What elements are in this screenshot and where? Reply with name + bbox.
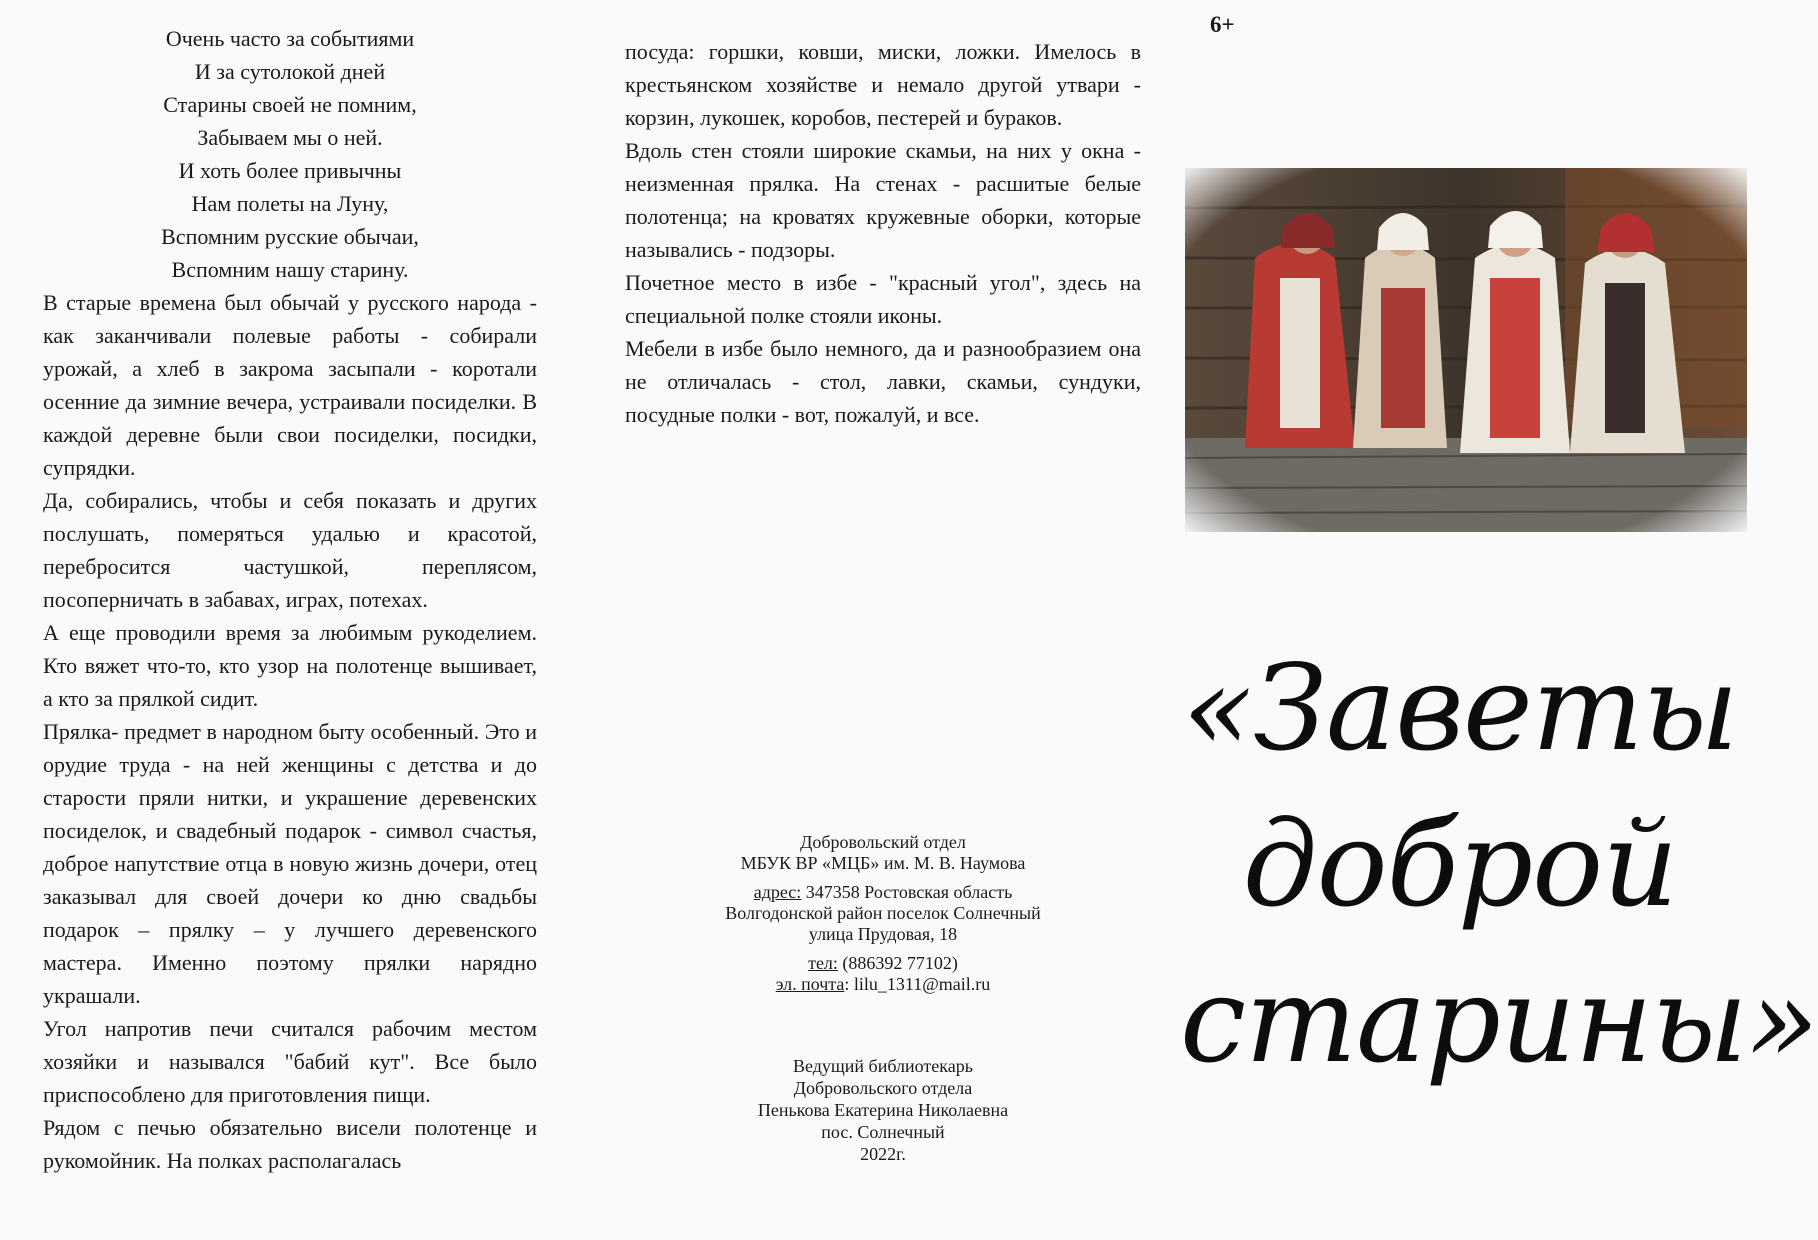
paragraph: А еще проводили время за любимым рукоделием. Кто вяжет что-то, кто узор на полотенце вышивает, а кто за прялкой сидит. (43, 620, 537, 711)
paragraph: Угол напротив печи считался рабочим местом хозяйки и назывался "бабий кут". Все было приспособлено для приготовления пищи. (43, 1016, 537, 1107)
phone-value: (886392 77102) (837, 953, 958, 973)
title-line: старины» (1180, 951, 1818, 1089)
paragraph: посуда: горшки, ковши, миски, ложки. Имелось в крестьянском хозяйстве и немало другой утвари - корзин, лукошек, коробов, пестерей и бураков. (625, 39, 1141, 130)
credit-line: Пенькова Екатерина Николаевна (757, 1100, 1009, 1120)
title-line: «Заветы (1182, 639, 1738, 777)
address-line: улица Прудовая, 18 (808, 924, 958, 944)
credit-line: пос. Солнечный (821, 1122, 945, 1142)
photo-illustration (1185, 168, 1747, 532)
contact-lines (625, 953, 1141, 995)
poem-line: И хоть более привычны (178, 158, 402, 183)
poem-line: Очень часто за событиями (165, 26, 415, 51)
address-value: 347358 Ростовская область (801, 882, 1013, 902)
paragraph: Рядом с печью обязательно висели полотенце и рукомойник. На полках располагалась (43, 1115, 537, 1173)
left-column (43, 22, 537, 1177)
poem-line: Вспомним нашу старину. (171, 257, 409, 282)
email-label: эл. почта (775, 974, 845, 994)
poem-line: Забываем мы о ней. (197, 125, 383, 150)
phone-label: тел: (808, 953, 838, 973)
address-label: адрес: (753, 882, 802, 902)
poem-line: Вспомним русские обычаи, (161, 224, 419, 249)
address (625, 882, 1141, 945)
email-value[interactable]: : lilu_1311@mail.ru (844, 974, 991, 994)
paragraph: Вдоль стен стояли широкие скамьи, на них у окна - неизменная прялка. На стенах - расшитые белые полотенца; на кроватях кружевные оборки, которые назывались - подзоры. (625, 138, 1141, 262)
age-rating-badge: 6+ (1210, 12, 1235, 37)
organization (625, 832, 1141, 874)
paragraph: Прялка- предмет в народном быту особенный. Это и орудие труда - на ней женщины с детства и до старости пряли нитки, и украшение деревенских посиделок, и свадебный подарок - символ счастья, доброе напутствие отца в новую жизнь дочери, отец заказывал для своей дочери ко дню свадьбы подарок – прялку – у лучшего деревенского мастера. Именно поэтому прялки нарядно украшали. (43, 719, 537, 1008)
middle-column (625, 35, 1141, 431)
left-prose (43, 286, 537, 1177)
credit-line: 2022г. (860, 1144, 906, 1164)
paragraph: Мебели в избе было немного, да и разнообразием она не отличалась - стол, лавки, скамьи, сундуки, посудные полки - вот, пожалуй, и все. (625, 336, 1141, 427)
credit-line: Ведущий библиотекарь (793, 1056, 973, 1076)
folk-costume-photo (1185, 168, 1747, 532)
poem (43, 22, 537, 286)
paragraph: Да, собирались, чтобы и себя показать и других послушать, померяться удалью и красотой, перебросится частушкой, переплясом, посоперничать в забавах, играх, потехах. (43, 488, 537, 612)
address-line: Волгодонской район поселок Солнечный (725, 903, 1041, 923)
poem-line: Нам полеты на Луну, (191, 191, 389, 216)
credits-block (625, 1055, 1141, 1165)
credit-line: Добровольского отдела (793, 1078, 973, 1098)
title-line: доброй (1242, 795, 1678, 933)
paragraph: В старые времена был обычай у русского народа - как заканчивали полевые работы - собирали урожай, а хлеб в закрома засыпали - коротали осенние да зимние вечера, устраивали посиделки. В каждой деревне были свои посиделки, посидки, супрядки. (43, 290, 537, 480)
paragraph: Почетное место в избе - "красный угол", здесь на специальной полке стояли иконы. (625, 270, 1141, 328)
org-line: МБУК ВР «МЦБ» им. М. В. Наумова (740, 853, 1026, 873)
brochure-title (1180, 630, 1818, 1098)
poem-line: Старины своей не помним, (163, 92, 417, 117)
contacts-block (625, 832, 1141, 995)
org-line: Добровольский отдел (800, 832, 966, 852)
poem-line: И за сутолокой дней (194, 59, 386, 84)
